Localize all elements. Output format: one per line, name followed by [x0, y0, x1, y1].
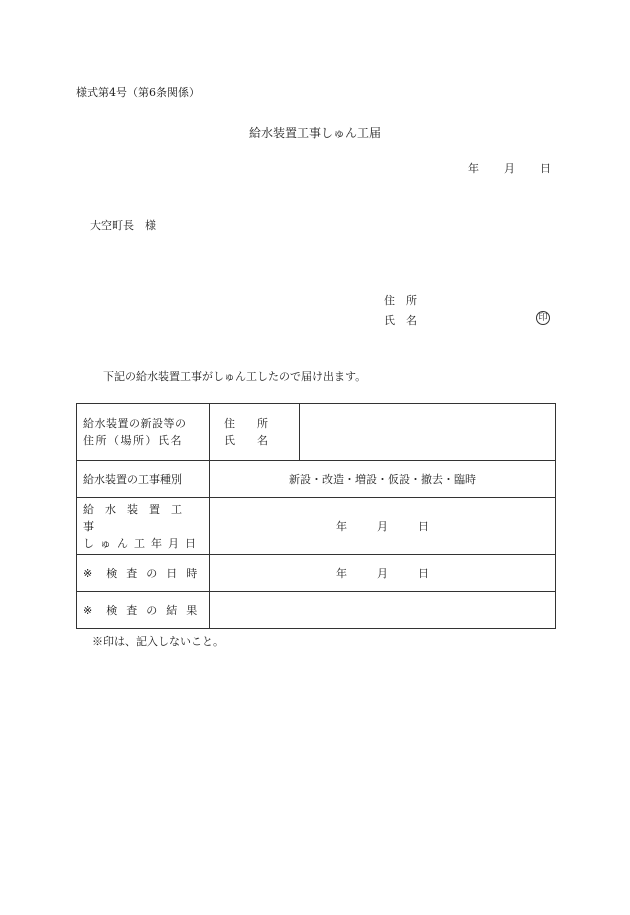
- seal-mark: 印: [536, 311, 550, 325]
- inspection-month-label: 月: [377, 567, 388, 580]
- inspection-date-mark: ※: [83, 566, 93, 580]
- application-table: [76, 403, 556, 629]
- installer-label-line2: 住所（場所）氏名: [83, 434, 183, 447]
- work-type-options[interactable]: 新設・改造・増設・仮設・撤去・臨時: [210, 461, 556, 498]
- completion-label-line1-text: 給水装置工事: [83, 502, 193, 533]
- table-row-completion-date: [77, 498, 556, 555]
- table-row-installer: [77, 404, 556, 461]
- completion-date-field[interactable]: [210, 498, 556, 555]
- inspection-result-label-cell: [77, 592, 210, 629]
- completion-label-line2: [77, 535, 209, 552]
- applicant-address-label: 住 所: [384, 294, 417, 307]
- inspection-date-label: 検査の日時: [106, 566, 207, 580]
- date-month-label: 月: [504, 162, 515, 175]
- inspection-date-field[interactable]: [210, 555, 556, 592]
- addressee: 大空町長 様: [90, 219, 156, 232]
- applicant-name-label: 氏 名: [384, 314, 417, 327]
- inspection-year-label: 年: [336, 567, 347, 580]
- table-row-inspection-date: [77, 555, 556, 592]
- installer-sub-labels: [210, 404, 300, 461]
- installer-label-cell: [77, 404, 210, 461]
- inspection-result-field[interactable]: [210, 592, 556, 629]
- work-type-label: 給水装置の工事種別: [77, 461, 210, 498]
- installer-value-field[interactable]: [300, 404, 556, 461]
- footnote: ※印は、記入しないこと。: [92, 635, 224, 648]
- completion-day-label: 日: [418, 520, 429, 533]
- table-row-inspection-result: [77, 592, 556, 629]
- inspection-result-mark: ※: [83, 603, 93, 617]
- inspection-result-label: 検査の結果: [106, 603, 207, 617]
- inspection-date-label-cell: [77, 555, 210, 592]
- completion-year-label: 年: [336, 520, 347, 533]
- table-row-work-type: [77, 461, 556, 498]
- statement: 下記の給水装置工事がしゅん工したので届け出ます。: [103, 370, 367, 383]
- date-day-label: 日: [540, 162, 551, 175]
- form-number: 様式第4号（第6条関係）: [76, 86, 200, 99]
- installer-name-label: 氏 名: [224, 434, 268, 447]
- completion-label-line1: [77, 501, 209, 535]
- document-title: 給水装置工事しゅん工届: [248, 126, 381, 140]
- date-year-label: 年: [468, 162, 479, 175]
- installer-address-label: 住 所: [224, 417, 268, 430]
- inspection-day-label: 日: [418, 567, 429, 580]
- completion-label-line2-text: しゅん工年月日: [83, 536, 202, 550]
- completion-date-label-cell: [77, 498, 210, 555]
- completion-month-label: 月: [377, 520, 388, 533]
- installer-label-line1: 給水装置の新設等の: [83, 417, 187, 430]
